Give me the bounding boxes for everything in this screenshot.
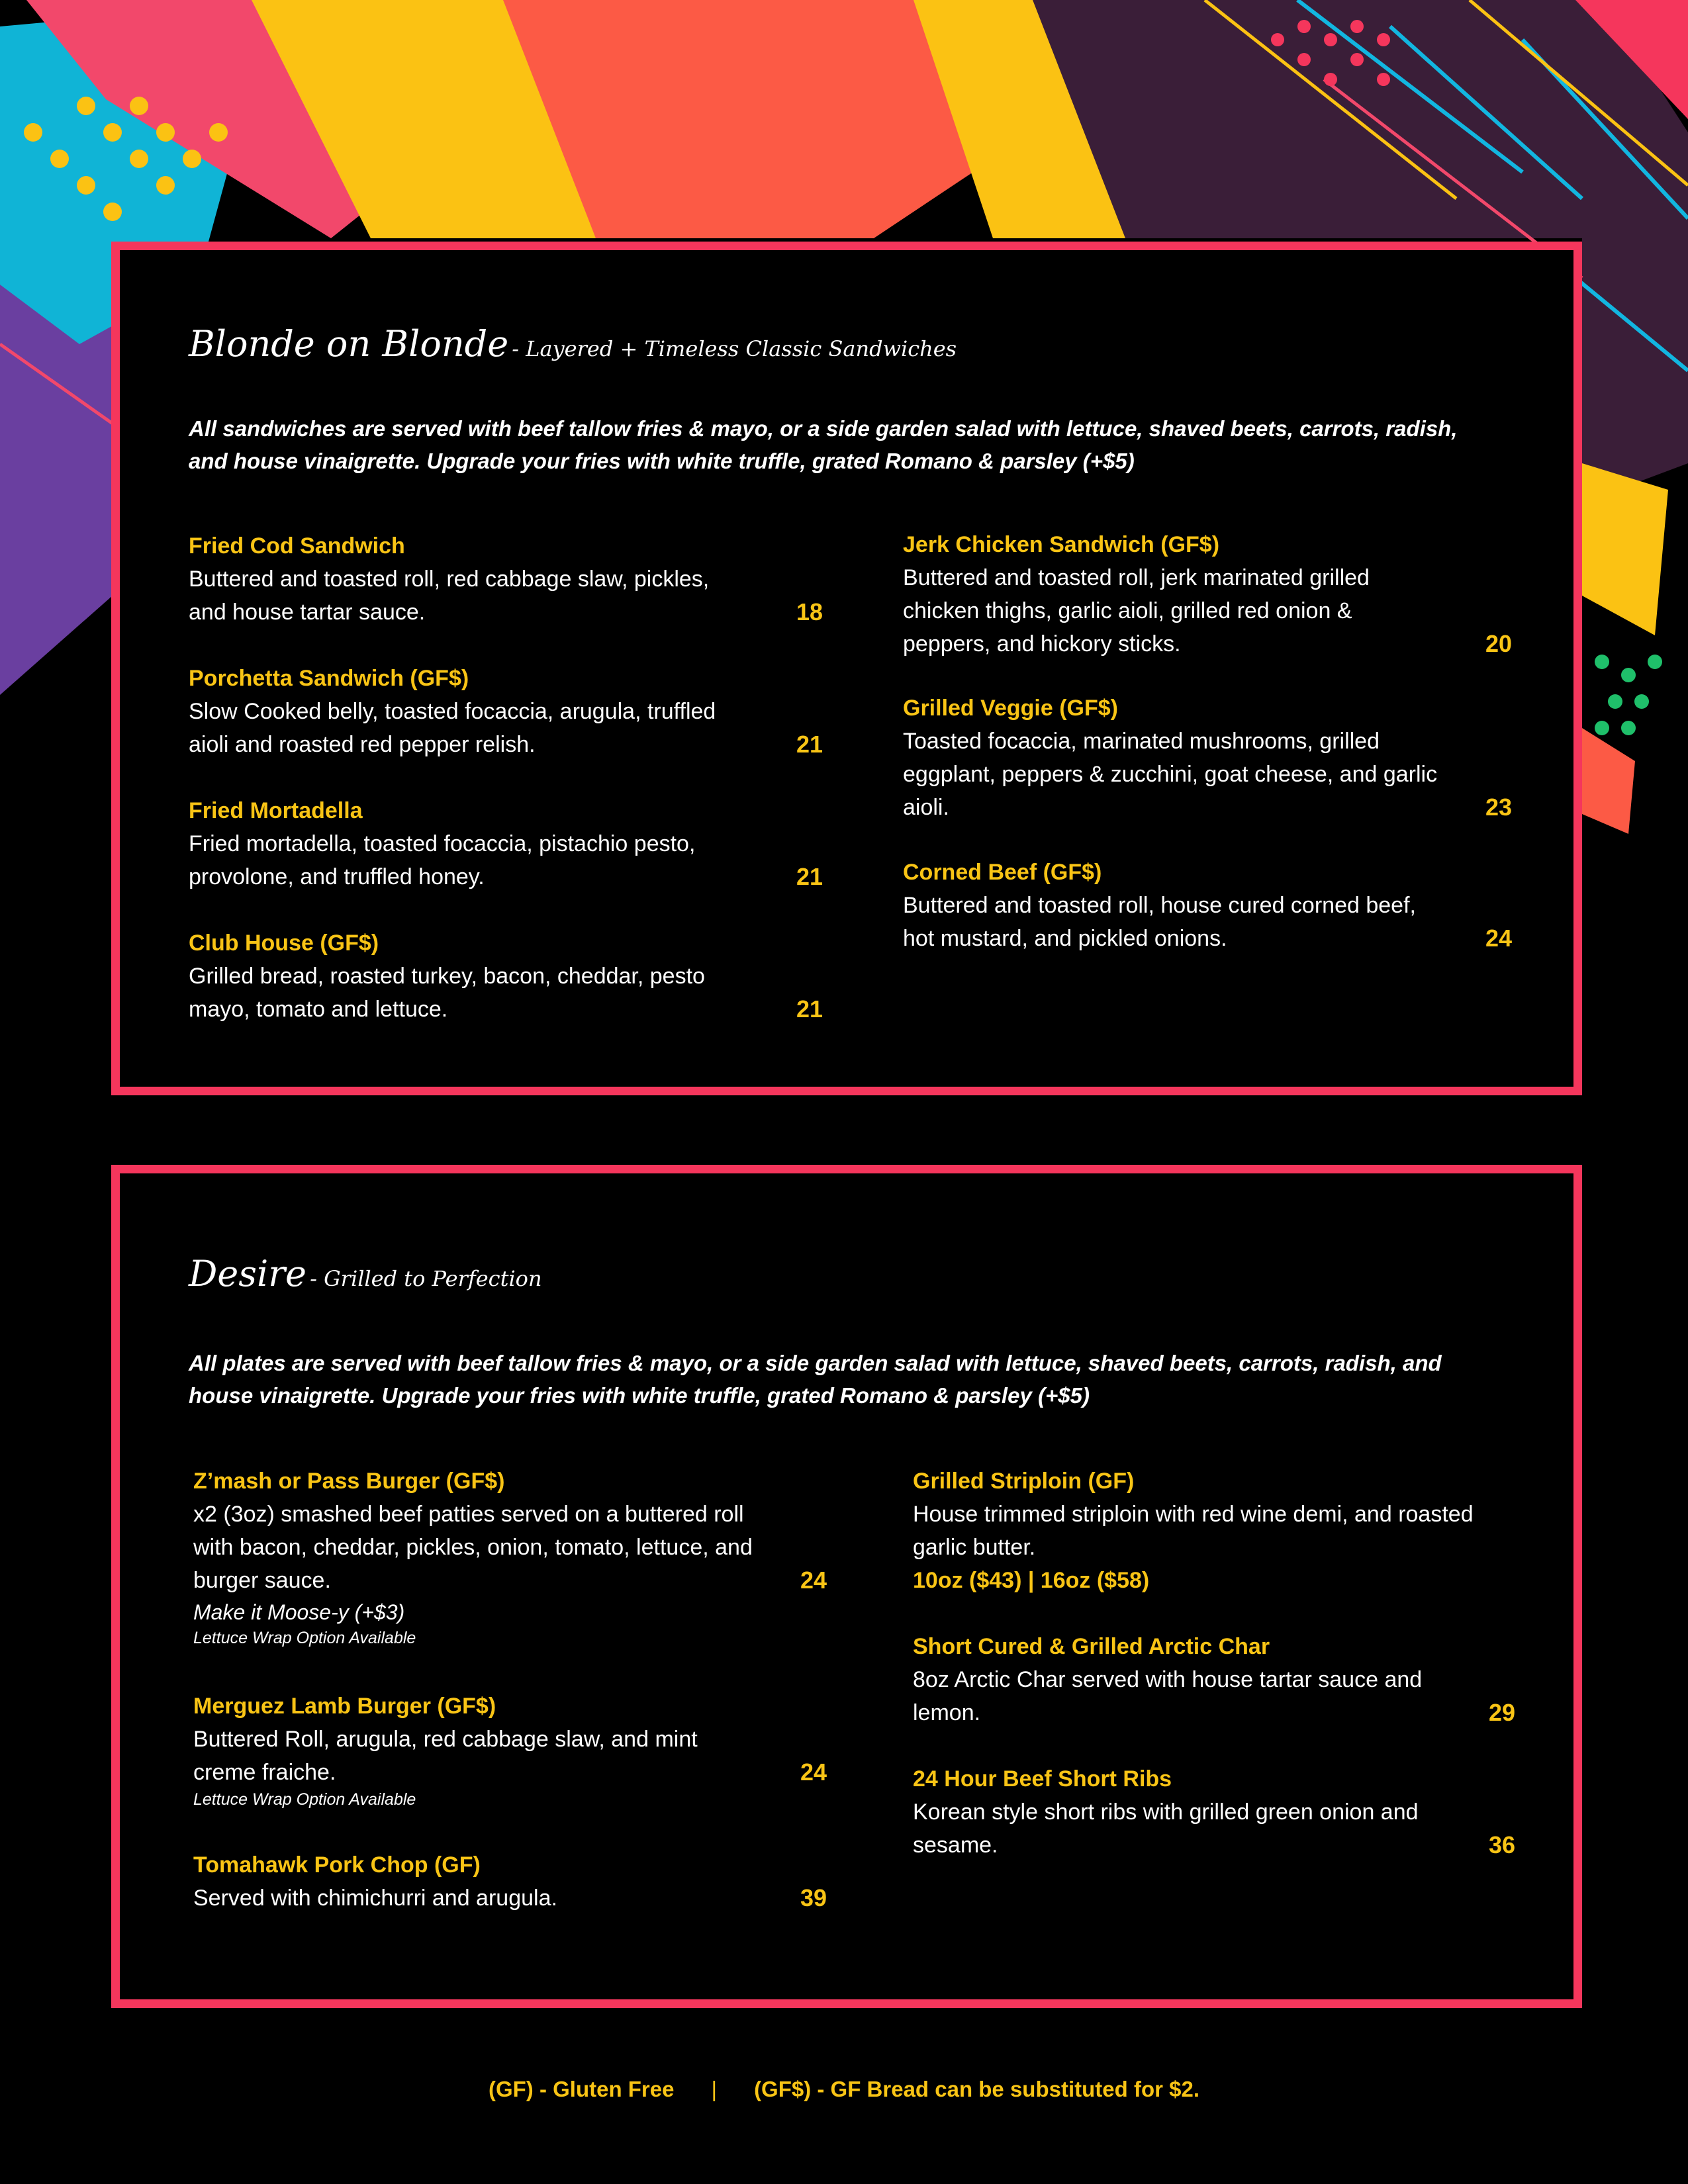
item-sizes: 10oz ($43) | 16oz ($58) bbox=[913, 1568, 1150, 1593]
item-price: 24 bbox=[1485, 925, 1512, 952]
item-name: Club House (GF$) bbox=[189, 931, 379, 956]
menu-section-grill bbox=[111, 1165, 1582, 2008]
menu-item bbox=[913, 1465, 1515, 1597]
item-description: Grilled bread, roasted turkey, bacon, cheddar, pesto mayo, tomato and lettuce. bbox=[189, 964, 705, 1022]
item-note: Lettuce Wrap Option Available bbox=[193, 1790, 416, 1809]
item-price: 29 bbox=[1488, 1699, 1515, 1726]
item-price: 24 bbox=[800, 1567, 827, 1594]
menu-item bbox=[913, 1762, 1515, 1862]
item-price: 20 bbox=[1485, 630, 1512, 657]
legend-gluten-free: (GF) - Gluten Free bbox=[488, 2077, 675, 2101]
menu-item bbox=[913, 1630, 1515, 1729]
menu-item bbox=[189, 794, 823, 893]
section-title-main: Blonde on Blonde bbox=[189, 323, 509, 365]
item-description: Buttered and toasted roll, red cabbage slaw, pickles, and house tartar sauce. bbox=[189, 567, 710, 625]
item-description: Fried mortadella, toasted focaccia, pistachio pesto, provolone, and truffled honey. bbox=[189, 831, 696, 889]
item-price: 21 bbox=[796, 995, 823, 1023]
menu-item bbox=[903, 856, 1512, 955]
menu-item bbox=[189, 662, 823, 761]
item-description: 8oz Arctic Char served with house tartar sauce and lemon. bbox=[913, 1667, 1423, 1725]
menu-item bbox=[189, 927, 823, 1026]
item-price: 21 bbox=[796, 863, 823, 890]
item-note: Lettuce Wrap Option Available bbox=[193, 1629, 416, 1647]
item-price: 39 bbox=[800, 1884, 827, 1911]
menu-item bbox=[193, 1848, 827, 1915]
item-name: Merguez Lamb Burger (GF$) bbox=[193, 1694, 496, 1719]
section-intro: All sandwiches are served with beef tallow fries & mayo, or a side garden salad with lettuce, shaved beets, carrots, radish, and house vinaigrette. Upgrade your fries with white truffle, grated Romano & parsley (+$5) bbox=[189, 416, 1458, 473]
item-price: 21 bbox=[796, 731, 823, 758]
section-subtitle: - Layered + Timeless Classic Sandwiches bbox=[512, 336, 957, 361]
item-price: 36 bbox=[1488, 1831, 1515, 1858]
item-name: Corned Beef (GF$) bbox=[903, 860, 1102, 885]
item-name: Tomahawk Pork Chop (GF) bbox=[193, 1852, 481, 1878]
section-title-main: Desire bbox=[189, 1253, 307, 1295]
footer-legend bbox=[0, 2077, 1688, 2102]
menu-item bbox=[189, 529, 823, 629]
item-description: Buttered and toasted roll, jerk marinated grilled chicken thighs, garlic aioli, grilled red onion & peppers, and hickory sticks. bbox=[903, 565, 1370, 657]
menu-item bbox=[193, 1690, 827, 1810]
item-name: Fried Cod Sandwich bbox=[189, 533, 405, 559]
item-description: Served with chimichurri and arugula. bbox=[193, 1886, 557, 1911]
item-name: Grilled Veggie (GF$) bbox=[903, 696, 1118, 721]
legend-gf-bread: (GF$) - GF Bread can be substituted for $2. bbox=[754, 2077, 1199, 2101]
item-price: 18 bbox=[796, 598, 823, 625]
item-description: Buttered Roll, arugula, red cabbage slaw, and mint creme fraiche. bbox=[193, 1727, 698, 1785]
item-price: 23 bbox=[1485, 794, 1512, 821]
item-name: Short Cured & Grilled Arctic Char bbox=[913, 1634, 1270, 1659]
menu-item bbox=[903, 528, 1512, 660]
item-name: Porchetta Sandwich (GF$) bbox=[189, 666, 469, 691]
item-name: Fried Mortadella bbox=[189, 798, 363, 823]
section-intro: All plates are served with beef tallow fries & mayo, or a side garden salad with lettuce, shaved beets, carrots, radish, and house vinaigrette. Upgrade your fries with white truffle, grated Romano & parsley (+$5) bbox=[189, 1351, 1442, 1408]
legend-divider: | bbox=[711, 2077, 718, 2101]
item-description: House trimmed striploin with red wine demi, and roasted garlic butter. bbox=[913, 1502, 1474, 1560]
item-name: Jerk Chicken Sandwich (GF$) bbox=[903, 532, 1220, 557]
section-title bbox=[189, 323, 957, 365]
item-name: 24 Hour Beef Short Ribs bbox=[913, 1766, 1172, 1792]
item-description: x2 (3oz) smashed beef patties served on a buttered roll with bacon, cheddar, pickles, onion, tomato, lettuce, and burger sauce. bbox=[193, 1502, 753, 1593]
section-title bbox=[189, 1253, 542, 1295]
item-description: Buttered and toasted roll, house cured corned beef, hot mustard, and pickled onions. bbox=[903, 893, 1416, 951]
item-price: 24 bbox=[800, 1758, 827, 1786]
item-name: Z’mash or Pass Burger (GF$) bbox=[193, 1469, 505, 1494]
item-description: Slow Cooked belly, toasted focaccia, arugula, truffled aioli and roasted red pepper relish. bbox=[189, 699, 716, 757]
item-option: Make it Moose-y (+$3) bbox=[193, 1600, 405, 1624]
item-description: Toasted focaccia, marinated mushrooms, grilled eggplant, peppers & zucchini, goat cheese, and garlic aioli. bbox=[903, 729, 1438, 820]
menu-item bbox=[903, 692, 1512, 824]
section-subtitle: - Grilled to Perfection bbox=[310, 1266, 542, 1291]
item-name: Grilled Striploin (GF) bbox=[913, 1469, 1135, 1494]
menu-item bbox=[193, 1465, 827, 1649]
item-description: Korean style short ribs with grilled green onion and sesame. bbox=[913, 1799, 1419, 1858]
menu-section-sandwiches bbox=[111, 242, 1582, 1095]
